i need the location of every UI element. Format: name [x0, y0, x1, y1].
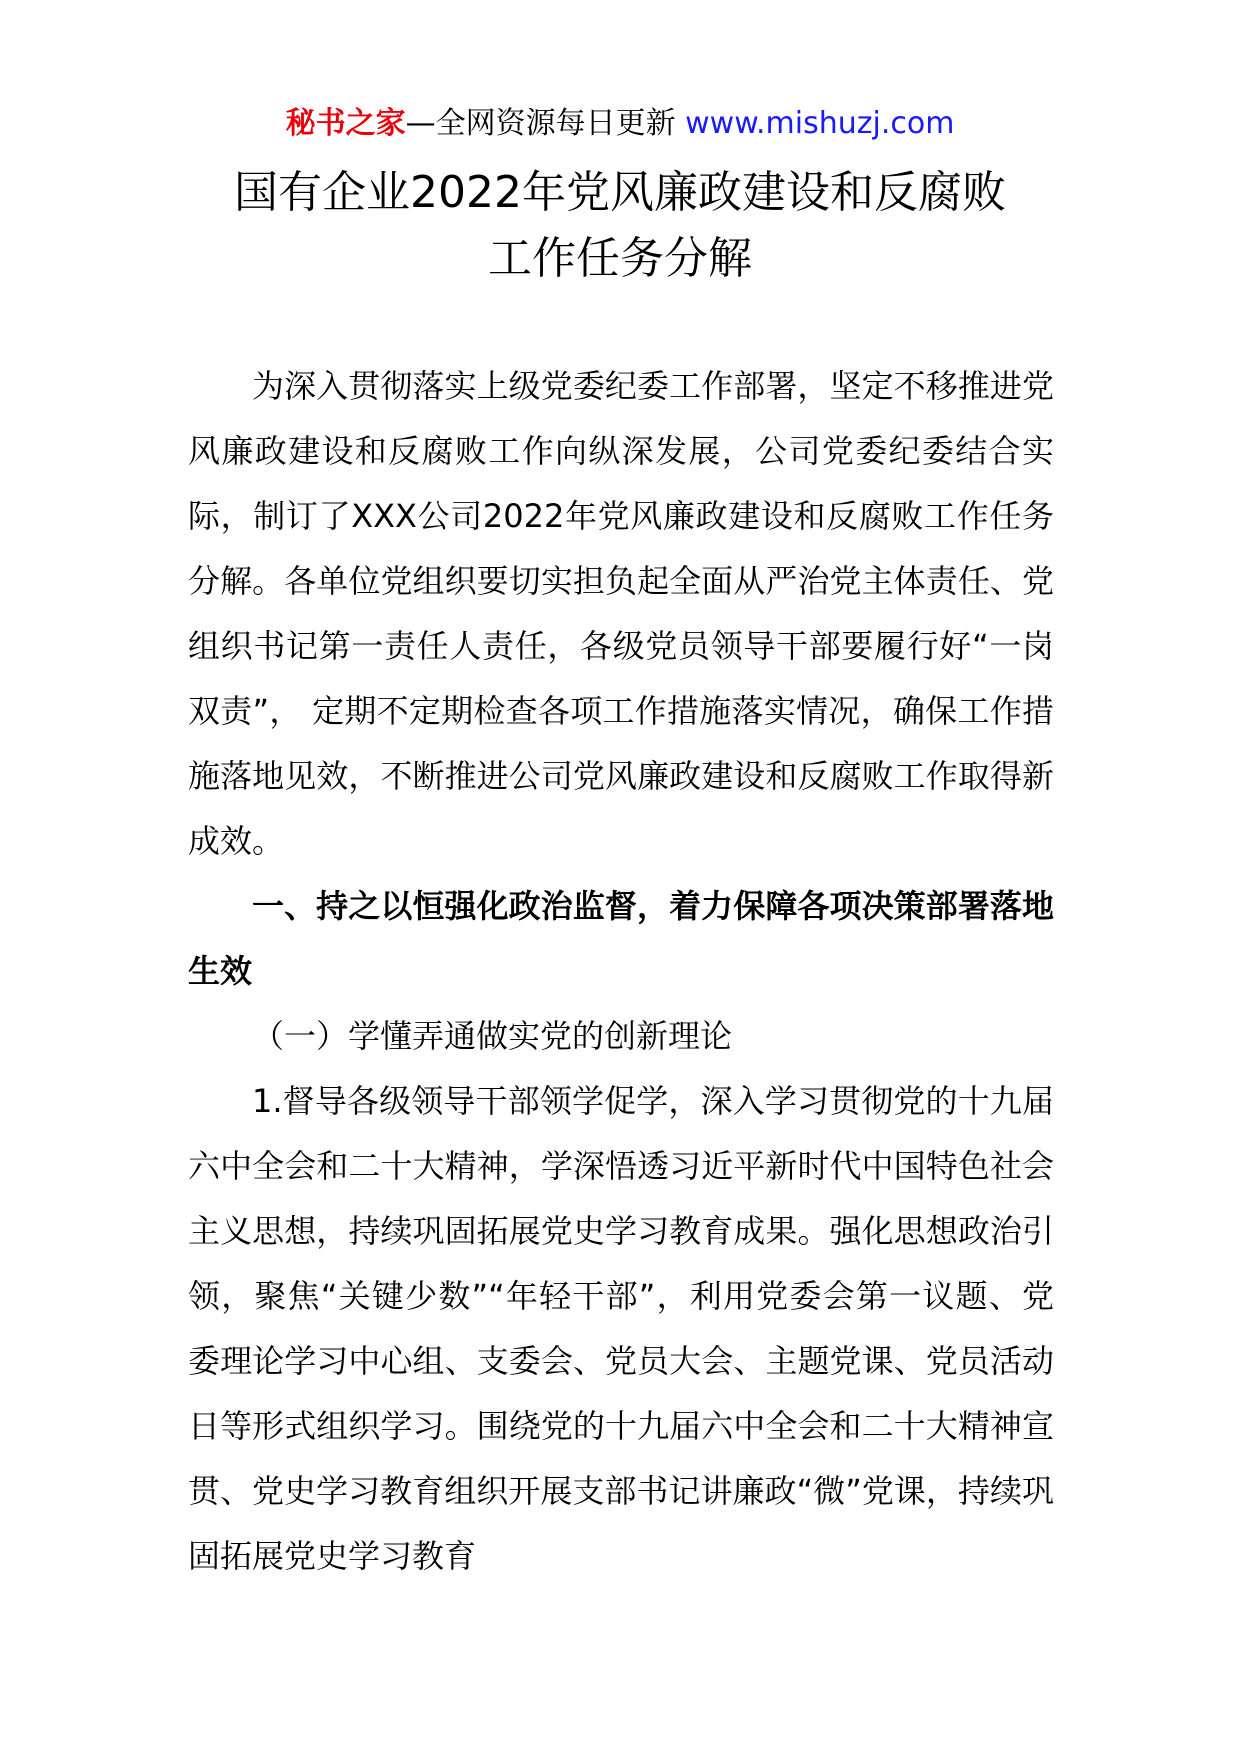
site-header [0, 100, 1240, 148]
brand-name: 秘书之家 [285, 106, 406, 141]
header-tagline: —全网资源每日更新 [405, 106, 686, 141]
site-url-link[interactable]: www.mishuzj.com [685, 106, 955, 141]
document-body [188, 354, 1054, 1589]
title-line-1: 国有企业2022年党风廉政建设和反腐败 [234, 167, 1006, 218]
intro-paragraph: 为深入贯彻落实上级党委纪委工作部署，坚定不移推进党风廉政建设和反腐败工作向纵深发展，公司党委纪委结合实际，制订了XXX公司2022年党风廉政建设和反腐败工作任务分解。各单位党组织要切实担负起全面从严治党主体责任、党组织书记第一责任人责任，各级党员领导干部要履行好“一岗双责”， 定期不定期检查各项工作措施落实情况，确保工作措施落地见效，不断推进公司党风廉政建设和反腐败工作取得新成效。 [188, 367, 1054, 860]
document-title [0, 160, 1240, 292]
item-paragraph-1: 1.督导各级领导干部领学促学，深入学习贯彻党的十九届六中全会和二十大精神，学深悟透习近平新时代中国特色社会主义思想，持续巩固拓展党史学习教育成果。强化思想政治引领，聚焦“关键少数”“年轻干部”，利用党委会第一议题、党委理论学习中心组、支委会、党员大会、主题党课、党员活动日等形式组织学习。围绕党的十九届六中全会和二十大精神宣贯、党史学习教育组织开展支部书记讲廉政“微”党课，持续巩固拓展党史学习教育 [188, 1082, 1054, 1575]
title-line-2: 工作任务分解 [488, 233, 752, 284]
section-heading-1: 一、持之以恒强化政治监督，着力保障各项决策部署落地生效 [188, 887, 1054, 990]
subsection-heading-1: （一）学懂弄通做实党的创新理论 [252, 1017, 733, 1055]
